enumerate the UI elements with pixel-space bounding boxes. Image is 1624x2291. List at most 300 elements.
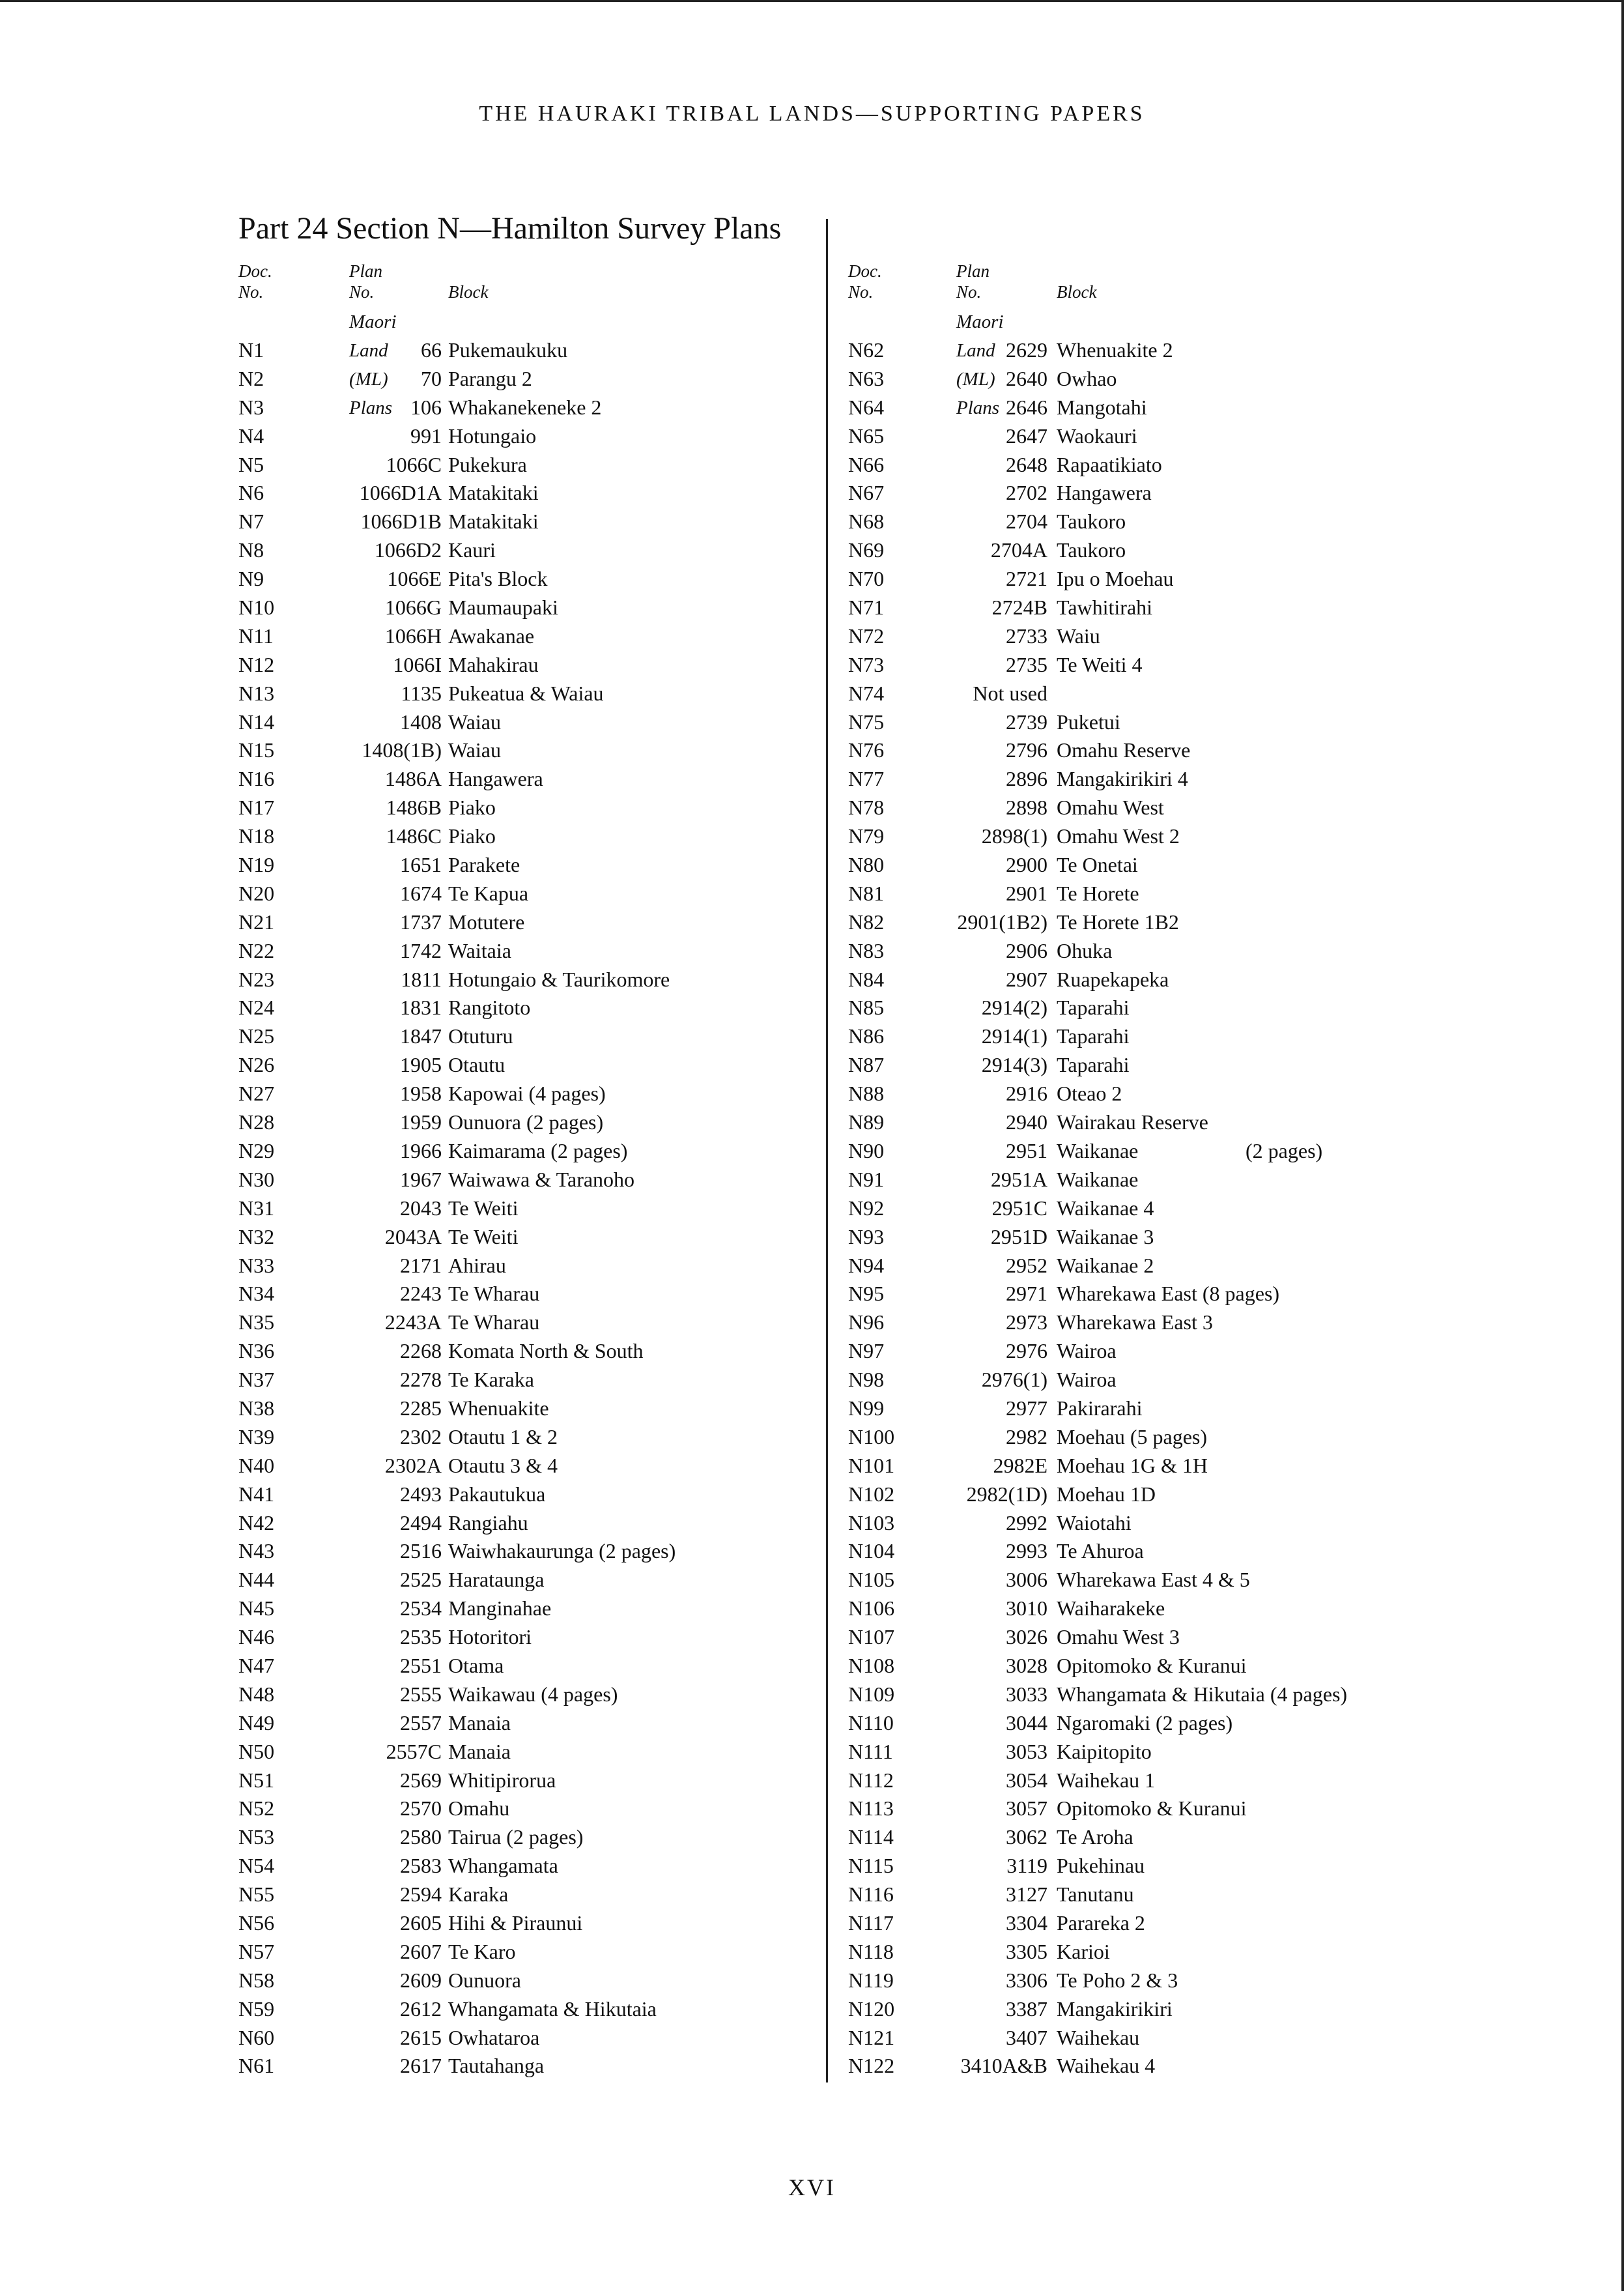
plan-number: 2617	[400, 2054, 442, 2078]
plan-number: 2702	[1006, 481, 1047, 505]
block-name: Te Weiti	[448, 1224, 519, 1248]
block-name: Whakanekeneke 2	[448, 395, 602, 419]
doc-number: N2	[238, 366, 264, 390]
plan-number: 2901(1B2)	[957, 910, 1047, 934]
doc-number: N9	[238, 567, 264, 591]
plan-number: 1651	[400, 853, 442, 877]
block-name: Omahu Reserve	[1057, 738, 1191, 762]
doc-number: N21	[238, 910, 275, 934]
doc-number: N70	[848, 567, 885, 591]
plan-number: 2534	[400, 1596, 442, 1621]
block-name: Opitomoko & Kuranui	[1057, 1653, 1247, 1677]
plan-number: 2569	[400, 1768, 442, 1792]
doc-number: N71	[848, 596, 885, 620]
plan-number: 3410A&B	[960, 2054, 1047, 2078]
page-title: Part 24 Section N—Hamilton Survey Plans	[238, 211, 782, 246]
plan-number: 2951D	[990, 1224, 1047, 1248]
running-header: THE HAURAKI TRIBAL LANDS—SUPPORTING PAPERS	[479, 102, 1145, 126]
doc-number: N10	[238, 596, 275, 620]
plan-number: 3028	[1006, 1653, 1047, 1677]
plan-number: 1066I	[393, 652, 442, 676]
block-name: Mahakirau	[448, 652, 539, 676]
top-border	[0, 0, 1624, 2]
plan-number: 2982	[1006, 1424, 1047, 1448]
block-name: Karioi	[1057, 1939, 1110, 1963]
plan-number: 1674	[400, 881, 442, 905]
doc-number: N57	[238, 1939, 275, 1963]
block-name: Manaia	[448, 1739, 511, 1763]
plan-no-label	[349, 261, 382, 302]
plan-number: 2640	[1006, 366, 1047, 390]
doc-number: N84	[848, 967, 885, 991]
plan-number: 2043A	[384, 1224, 442, 1248]
plan-number: 2243A	[384, 1310, 442, 1334]
plan-number: 3006	[1006, 1568, 1047, 1592]
block-name: Manginahae	[448, 1596, 552, 1621]
doc-number: N24	[238, 996, 275, 1020]
block-name: Te Ahuroa	[1057, 1539, 1144, 1563]
block-name: Whangamata & Hikutaia (4 pages)	[1057, 1682, 1348, 1706]
doc-number: N8	[238, 538, 264, 562]
plan-number: 1905	[400, 1053, 442, 1077]
block-name: Opitomoko & Kuranui	[1057, 1796, 1247, 1821]
doc-number: N109	[848, 1682, 895, 1706]
doc-number: N22	[238, 938, 275, 962]
block-name: Whenuakite 2	[1057, 338, 1173, 362]
doc-number: N64	[848, 395, 885, 419]
doc-no-label	[238, 261, 272, 302]
plan-number: 1486A	[384, 767, 442, 791]
doc-number: N73	[848, 652, 885, 676]
block-name: Te Poho 2 & 3	[1057, 1968, 1178, 1992]
doc-number: N81	[848, 881, 885, 905]
block-name: Kauri	[448, 538, 496, 562]
block-name: Taparahi	[1057, 1024, 1130, 1048]
doc-number: N47	[238, 1653, 275, 1677]
doc-number: N1	[238, 338, 264, 362]
doc-number: N83	[848, 938, 885, 962]
plan-number: 2243	[400, 1282, 442, 1306]
doc-number: N59	[238, 1996, 275, 2021]
doc-number: N35	[238, 1310, 275, 1334]
plan-number: 2982(1D)	[966, 1482, 1047, 1506]
block-label: Block	[448, 282, 489, 302]
plan-number: 1811	[401, 967, 442, 991]
plan-number: 2735	[1006, 652, 1047, 676]
block-name: Te Aroha	[1057, 1825, 1133, 1849]
doc-number: N75	[848, 710, 885, 734]
plan-number: 66	[421, 338, 442, 362]
block-name: Taparahi	[1057, 996, 1130, 1020]
plan-number: 2914(1)	[981, 1024, 1047, 1048]
doc-number: N38	[238, 1396, 275, 1420]
block-name: Otuturu	[448, 1024, 513, 1048]
doc-number: N72	[848, 624, 885, 648]
block-name: Waiwhakaurunga (2 pages)	[448, 1539, 676, 1563]
doc-number: N97	[848, 1339, 885, 1363]
doc-number: N55	[238, 1882, 275, 1907]
plan-number: 2646	[1006, 395, 1047, 419]
plan-number: 3304	[1006, 1910, 1047, 1935]
block-name: Owhataroa	[448, 2025, 540, 2049]
plan-number: 2605	[400, 1910, 442, 1935]
plan-number: 2976(1)	[981, 1368, 1047, 1392]
plan-number: 2796	[1006, 738, 1047, 762]
plan-number: 2914(3)	[981, 1053, 1047, 1077]
doc-number: N106	[848, 1596, 895, 1621]
block-name: Rangiahu	[448, 1510, 528, 1535]
plan-label-line2: No.	[956, 282, 982, 302]
plan-number: 3306	[1006, 1968, 1047, 1992]
plan-number: 3305	[1006, 1939, 1047, 1963]
doc-number: N114	[848, 1825, 894, 1849]
block-name: Waiotahi	[1057, 1510, 1132, 1535]
doc-number: N13	[238, 681, 275, 705]
block-name: Wharekawa East 4 & 5	[1057, 1568, 1250, 1592]
block-name: Hangawera	[448, 767, 543, 791]
block-name: Pakautukua	[448, 1482, 546, 1506]
plan-number: 1959	[400, 1110, 442, 1134]
plan-number: 1066D2	[374, 538, 442, 562]
doc-label-line2: No.	[848, 282, 874, 302]
doc-number: N110	[848, 1710, 894, 1735]
doc-number: N56	[238, 1910, 275, 1935]
doc-number: N48	[238, 1682, 275, 1706]
plan-number: 1486C	[386, 824, 442, 848]
plan-number: 106	[410, 395, 442, 419]
plan-label-line1: Plan	[956, 261, 990, 281]
plan-label-line1: Plan	[349, 261, 382, 281]
block-name: Wairoa	[1057, 1339, 1117, 1363]
plan-number: 2535	[400, 1625, 442, 1649]
block-name: Tautahanga	[448, 2054, 545, 2078]
block-name: Moehau 1D	[1057, 1482, 1156, 1506]
block-name: Te Karo	[448, 1939, 516, 1963]
plan-number: 2900	[1006, 853, 1047, 877]
doc-number: N50	[238, 1739, 275, 1763]
block-name: Te Wharau	[448, 1282, 540, 1306]
plan-number: 1958	[400, 1082, 442, 1106]
doc-number: N76	[848, 738, 885, 762]
doc-number: N90	[848, 1138, 885, 1162]
plan-number: 2739	[1006, 710, 1047, 734]
block-name: Ipu o Moehau	[1057, 567, 1174, 591]
block-name: Pukekura	[448, 452, 527, 476]
doc-number: N118	[848, 1939, 894, 1963]
block-name: Omahu West 2	[1057, 824, 1180, 848]
plan-number: 2647	[1006, 424, 1047, 448]
plan-number: 70	[421, 366, 442, 390]
block-name: Wharekawa East (8 pages)	[1057, 1282, 1280, 1306]
doc-number: N61	[238, 2054, 275, 2078]
block-name: Ruapekapeka	[1057, 967, 1169, 991]
block-name: Parakete	[448, 853, 520, 877]
block-name: Waikanae 4	[1057, 1196, 1154, 1220]
plan-number: 2733	[1006, 624, 1047, 648]
doc-number: N92	[848, 1196, 885, 1220]
doc-number: N12	[238, 652, 275, 676]
doc-number: N20	[238, 881, 275, 905]
plan-number: 1066G	[384, 596, 442, 620]
plan-number: 2555	[400, 1682, 442, 1706]
doc-number: N49	[238, 1710, 275, 1735]
doc-number: N37	[238, 1368, 275, 1392]
block-name: Otautu	[448, 1053, 506, 1077]
block-name: Omahu West	[1057, 796, 1164, 820]
plan-number: 2976	[1006, 1339, 1047, 1363]
plan-number: 2906	[1006, 938, 1047, 962]
block-name: Te Onetai	[1057, 853, 1138, 877]
plan-number: 2704A	[990, 538, 1047, 562]
plan-number: 1408(1B)	[362, 738, 442, 762]
plan-number: 1967	[400, 1167, 442, 1191]
block-label: Block	[1057, 282, 1097, 302]
doc-number: N54	[238, 1854, 275, 1878]
doc-number: N88	[848, 1082, 885, 1106]
block-name: Motutere	[448, 910, 525, 934]
plan-number: 1742	[400, 938, 442, 962]
doc-number: N17	[238, 796, 275, 820]
plan-number: 1737	[400, 910, 442, 934]
doc-number: N30	[238, 1167, 275, 1191]
block-name: Wairakau Reserve	[1057, 1110, 1208, 1134]
block-name: Te Horete	[1057, 881, 1139, 905]
block-name: Piako	[448, 824, 496, 848]
block-name: Whangamata & Hikutaia	[448, 1996, 657, 2021]
plan-number: 2982E	[993, 1453, 1047, 1477]
block-name: Pukeatua & Waiau	[448, 681, 604, 705]
block-name: Waihekau 4	[1057, 2054, 1156, 2078]
block-name: Tairua (2 pages)	[448, 1825, 584, 1849]
doc-number: N11	[238, 624, 274, 648]
doc-number: N6	[238, 481, 264, 505]
doc-number: N32	[238, 1224, 275, 1248]
block-name: Waokauri	[1057, 424, 1137, 448]
block-name: Te Horete 1B2	[1057, 910, 1179, 934]
block-name: Waiharakeke	[1057, 1596, 1165, 1621]
plan-number: 2583	[400, 1854, 442, 1878]
block-name: Wairoa	[1057, 1368, 1117, 1392]
doc-number: N103	[848, 1510, 895, 1535]
doc-number: N63	[848, 366, 885, 390]
plan-number: 3387	[1006, 1996, 1047, 2021]
plan-number: 2557C	[386, 1739, 442, 1763]
doc-number: N78	[848, 796, 885, 820]
block-name: Waiwawa & Taranoho	[448, 1167, 635, 1191]
block-name: Waiu	[1057, 624, 1100, 648]
block-name: Parareka 2	[1057, 1910, 1145, 1935]
block-name: Waihekau 1	[1057, 1768, 1156, 1792]
doc-label-line1: Doc.	[238, 261, 272, 281]
doc-number: N65	[848, 424, 885, 448]
block-name: Puketui	[1057, 710, 1120, 734]
doc-number: N52	[238, 1796, 275, 1821]
block-name: Omahu	[448, 1796, 510, 1821]
doc-number: N104	[848, 1539, 895, 1563]
block-name: Otautu 3 & 4	[448, 1453, 558, 1477]
plan-number: 2629	[1006, 338, 1047, 362]
doc-number: N107	[848, 1625, 895, 1649]
block-name: Parangu 2	[448, 366, 532, 390]
plan-number: 3119	[1006, 1854, 1047, 1878]
block-name: Mangakirikiri 4	[1057, 767, 1188, 791]
doc-number: N51	[238, 1768, 275, 1792]
doc-number: N58	[238, 1968, 275, 1992]
plan-number: 2971	[1006, 1282, 1047, 1306]
doc-number: N15	[238, 738, 275, 762]
doc-number: N39	[238, 1424, 275, 1448]
column-divider	[826, 219, 828, 2082]
block-name: Whangamata	[448, 1854, 558, 1878]
block-name: Manaia	[448, 1710, 511, 1735]
block-name: Moehau 1G & 1H	[1057, 1453, 1208, 1477]
block-name: Ohuka	[1057, 938, 1113, 962]
plan-number: 2612	[400, 1996, 442, 2021]
doc-number: N89	[848, 1110, 885, 1134]
doc-number: N119	[848, 1968, 894, 1992]
doc-number: N98	[848, 1368, 885, 1392]
plan-number: 2896	[1006, 767, 1047, 791]
plan-number: 2570	[400, 1796, 442, 1821]
doc-number: N99	[848, 1396, 885, 1420]
plan-number: 2704	[1006, 510, 1047, 534]
doc-number: N113	[848, 1796, 894, 1821]
plan-number: 1408	[400, 710, 442, 734]
doc-label-line1: Doc.	[848, 261, 882, 281]
block-name: Waikanae	[1057, 1138, 1139, 1162]
block-name: Ngaromaki (2 pages)	[1057, 1710, 1233, 1735]
block-name: Moehau (5 pages)	[1057, 1424, 1208, 1448]
doc-number: N111	[848, 1739, 893, 1763]
doc-number: N116	[848, 1882, 894, 1907]
plan-number: 3127	[1006, 1882, 1047, 1907]
doc-number: N101	[848, 1453, 895, 1477]
block-name: Harataunga	[448, 1568, 545, 1592]
block-name: Waikanae	[1057, 1167, 1139, 1191]
plan-number: 2898(1)	[981, 824, 1047, 848]
doc-number: N115	[848, 1854, 894, 1878]
plan-number: 2302	[400, 1424, 442, 1448]
plan-number: 1486B	[386, 796, 442, 820]
doc-number: N53	[238, 1825, 275, 1849]
plan-number: 2516	[400, 1539, 442, 1563]
plan-number: 2992	[1006, 1510, 1047, 1535]
plan-number: 2268	[400, 1339, 442, 1363]
plan-number: 1831	[400, 996, 442, 1020]
doc-number: N23	[238, 967, 275, 991]
plan-number: 2724B	[991, 596, 1047, 620]
plan-number: 2594	[400, 1882, 442, 1907]
block-name: Whenuakite	[448, 1396, 549, 1420]
block-name: Pita's Block	[448, 567, 548, 591]
plan-number: 1135	[401, 681, 442, 705]
plan-number: 2951	[1006, 1138, 1047, 1162]
plan-number: 991	[410, 424, 442, 448]
doc-number: N69	[848, 538, 885, 562]
doc-number: N26	[238, 1053, 275, 1077]
doc-number: N31	[238, 1196, 275, 1220]
plan-number: 2993	[1006, 1539, 1047, 1563]
doc-number: N80	[848, 853, 885, 877]
doc-number: N42	[238, 1510, 275, 1535]
doc-number: N44	[238, 1568, 275, 1592]
doc-number: N3	[238, 395, 264, 419]
block-name: Owhao	[1057, 366, 1117, 390]
doc-number: N121	[848, 2025, 895, 2049]
block-name: Rangitoto	[448, 996, 531, 1020]
page-number: XVI	[788, 2174, 836, 2200]
doc-number: N105	[848, 1568, 895, 1592]
doc-number: N117	[848, 1910, 894, 1935]
block-name: Whitipirorua	[448, 1768, 556, 1792]
doc-number: N16	[238, 767, 275, 791]
plan-number: 3407	[1006, 2025, 1047, 2049]
doc-number: N60	[238, 2025, 275, 2049]
plan-number: 1066C	[386, 452, 442, 476]
plan-number: 2043	[400, 1196, 442, 1220]
doc-number: N91	[848, 1167, 885, 1191]
block-name: Pakirarahi	[1057, 1396, 1143, 1420]
doc-number: N46	[238, 1625, 275, 1649]
subheading-text: Maori Land (ML) Plans	[349, 311, 397, 418]
doc-number: N7	[238, 510, 264, 534]
block-name: Te Kapua	[448, 881, 529, 905]
block-name: Waikanae 2	[1057, 1253, 1154, 1277]
doc-number: N4	[238, 424, 264, 448]
doc-number: N45	[238, 1596, 275, 1621]
plan-number: 3010	[1006, 1596, 1047, 1621]
plan-number: 3053	[1006, 1739, 1047, 1763]
block-name: Karaka	[448, 1882, 509, 1907]
doc-number: N19	[238, 853, 275, 877]
block-name: Taukoro	[1057, 510, 1126, 534]
plan-number: 3033	[1006, 1682, 1047, 1706]
plan-number: 2607	[400, 1939, 442, 1963]
doc-number: N36	[238, 1339, 275, 1363]
doc-number: N29	[238, 1138, 275, 1162]
block-name: Pukehinau	[1057, 1854, 1145, 1878]
block-name: Hotungaio	[448, 424, 537, 448]
doc-label-line2: No.	[238, 282, 264, 302]
block-name: Pukemaukuku	[448, 338, 568, 362]
plan-label-line2: No.	[349, 282, 375, 302]
block-name: Te Karaka	[448, 1368, 534, 1392]
right-border	[1621, 0, 1624, 2291]
doc-number: N108	[848, 1653, 895, 1677]
plan-number: 2898	[1006, 796, 1047, 820]
block-name: Tawhitirahi	[1057, 596, 1153, 620]
plan-number: 3054	[1006, 1768, 1047, 1792]
block-name: Komata North & South	[448, 1339, 644, 1363]
plan-number: 1066D1A	[359, 481, 442, 505]
plan-number: 1966	[400, 1138, 442, 1162]
doc-number: N87	[848, 1053, 885, 1077]
block-name: Mangakirikiri	[1057, 1996, 1173, 2021]
plan-number: 2907	[1006, 967, 1047, 991]
block-name: Te Weiti	[448, 1196, 519, 1220]
doc-number: N27	[238, 1082, 275, 1106]
plan-number: 2493	[400, 1482, 442, 1506]
block-name: Kaipitopito	[1057, 1739, 1152, 1763]
block-name: Kaimarama (2 pages)	[448, 1138, 628, 1162]
doc-number: N14	[238, 710, 275, 734]
doc-number: N86	[848, 1024, 885, 1048]
plan-number: 2973	[1006, 1310, 1047, 1334]
block-name: Waikawau (4 pages)	[448, 1682, 618, 1706]
block-name: Taparahi	[1057, 1053, 1130, 1077]
plan-number: 2278	[400, 1368, 442, 1392]
plan-number: 2721	[1006, 567, 1047, 591]
